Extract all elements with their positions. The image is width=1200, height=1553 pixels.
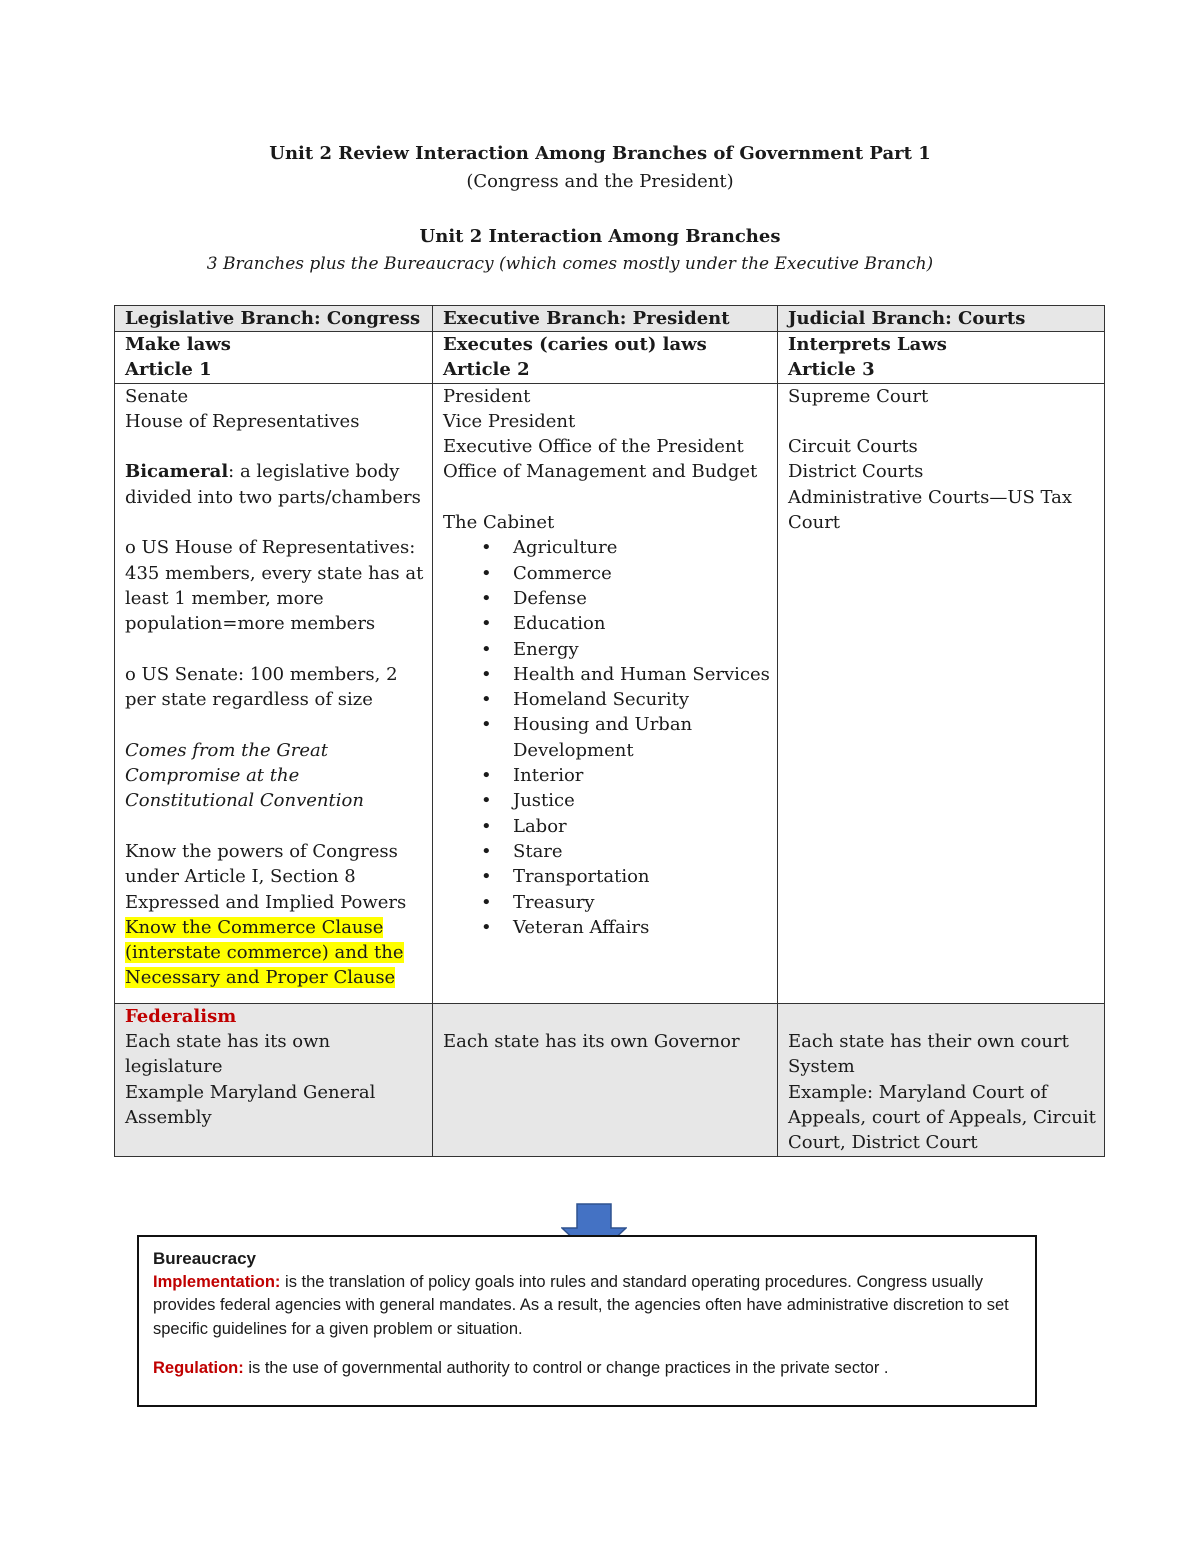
list-item: • Justice [513, 788, 777, 813]
legislative-header: Legislative Branch: Congress [115, 306, 433, 332]
list-item: • Housing and Urban Development [513, 712, 777, 763]
executive-details-cell [433, 383, 778, 1003]
executive-header: Executive Branch: President [433, 306, 778, 332]
powers-types: Expressed and Implied Powers [125, 891, 407, 913]
exec-office-president: President [443, 385, 531, 407]
federalism-court-system: Each state has their own court System [788, 1031, 1069, 1078]
list-item: • Energy [513, 637, 777, 662]
bicameral-term: Bicameral [125, 461, 229, 483]
implementation-paragraph [153, 1271, 1021, 1342]
federalism-legislature: Each state has its own legislature [125, 1031, 331, 1078]
federalism-legislature-example: Example Maryland General Assembly [125, 1081, 376, 1128]
federalism-label: Federalism [125, 1005, 237, 1027]
regulation-paragraph [153, 1357, 1021, 1381]
bureaucracy-title: Bureaucracy [153, 1249, 257, 1268]
powers-note: Know the powers of Congress under Article I, Section 8 [125, 840, 398, 888]
section-title: Unit 2 Interaction Among Branches [419, 226, 781, 247]
exec-office-eop: Executive Office of the President [443, 436, 744, 458]
implementation-term: Implementation: [153, 1272, 281, 1291]
list-item: • Homeland Security [513, 687, 777, 712]
judicial-role-cell [778, 332, 1105, 384]
federalism-governor: Each state has its own Governor [443, 1031, 740, 1053]
cabinet-label: The Cabinet [443, 512, 555, 534]
page-title: Unit 2 Review Interaction Among Branches of Government Part 1 [269, 143, 931, 164]
exec-office-omb: Office of Management and Budget [443, 461, 758, 483]
list-item: • Education [513, 611, 777, 636]
list-item: • Commerce [513, 561, 777, 586]
federalism-judicial-cell [778, 1003, 1105, 1156]
federalism-legislative-cell [115, 1003, 433, 1156]
supreme-court: Supreme Court [788, 385, 929, 407]
regulation-term: Regulation: [153, 1359, 244, 1377]
judicial-role: Interprets Laws [788, 334, 947, 355]
page-subtitle: (Congress and the President) [466, 171, 734, 192]
administrative-courts: Administrative Courts—US Tax Court [788, 486, 1073, 534]
branches-table [114, 305, 1105, 1157]
federalism-executive-cell [433, 1003, 778, 1156]
senate-note: o US Senate: 100 members, 2 per state regardless of size [125, 663, 398, 711]
table-header-row [115, 306, 1105, 332]
exec-office-vice-president: Vice President [443, 410, 576, 432]
district-courts: District Courts [788, 461, 924, 483]
list-item: • Agriculture [513, 535, 777, 560]
federalism-row [115, 1003, 1105, 1156]
list-item: • Defense [513, 586, 777, 611]
legislative-article: Article 1 [125, 359, 212, 381]
executive-role: Executes (caries out) laws [443, 334, 707, 355]
legislative-role: Make laws [125, 334, 231, 355]
legislative-body-house: House of Representatives [125, 410, 360, 432]
list-item: • Transportation [513, 864, 777, 889]
judicial-header: Judicial Branch: Courts [778, 306, 1105, 332]
regulation-text: is the use of governmental authority to control or change practices in the private sector . [243, 1359, 889, 1377]
legislative-body-senate: Senate [125, 385, 189, 407]
clauses-highlight: Know the Commerce Clause (interstate commerce) and the Necessary and Proper Clause [125, 916, 404, 989]
legislative-role-cell [115, 332, 433, 384]
implementation-text: is the translation of policy goals into rules and standard operating procedures. Congress usually provides federal agencies with general mandates. As a result, the agencies often have administrative discretion to set specific guidelines for a given problem or situation. [153, 1272, 1009, 1338]
judicial-details-cell [778, 383, 1105, 1003]
executive-article: Article 2 [443, 359, 530, 381]
bureaucracy-box [137, 1235, 1037, 1407]
list-item: • Treasury [513, 890, 777, 915]
legislative-details-cell [115, 383, 433, 1003]
bicameral-text: : a legislative body divided into two parts/chambers [125, 461, 421, 508]
judicial-article: Article 3 [788, 359, 875, 381]
federalism-court-example: Example: Maryland Court of Appeals, court of Appeals, Circuit Court, District Court [788, 1081, 1096, 1154]
cabinet-list [443, 535, 777, 940]
table-body-row [115, 383, 1105, 1003]
clauses-note [125, 915, 432, 991]
section-subtitle: 3 Branches plus the Bureaucracy (which comes mostly under the Executive Branch) [206, 254, 934, 274]
circuit-courts: Circuit Courts [788, 436, 918, 458]
table-role-row [115, 332, 1105, 384]
compromise-note: Comes from the Great Compromise at the Constitutional Convention [125, 739, 364, 812]
executive-role-cell [433, 332, 778, 384]
list-item: • Labor [513, 814, 777, 839]
list-item: • Interior [513, 763, 777, 788]
bicameral-definition [125, 459, 432, 510]
list-item: • Health and Human Services [513, 662, 777, 687]
list-item: • Veteran Affairs [513, 915, 777, 940]
list-item: • Stare [513, 839, 777, 864]
house-note: o US House of Representatives: 435 members, every state has at least 1 member, more population=more members [125, 537, 424, 635]
